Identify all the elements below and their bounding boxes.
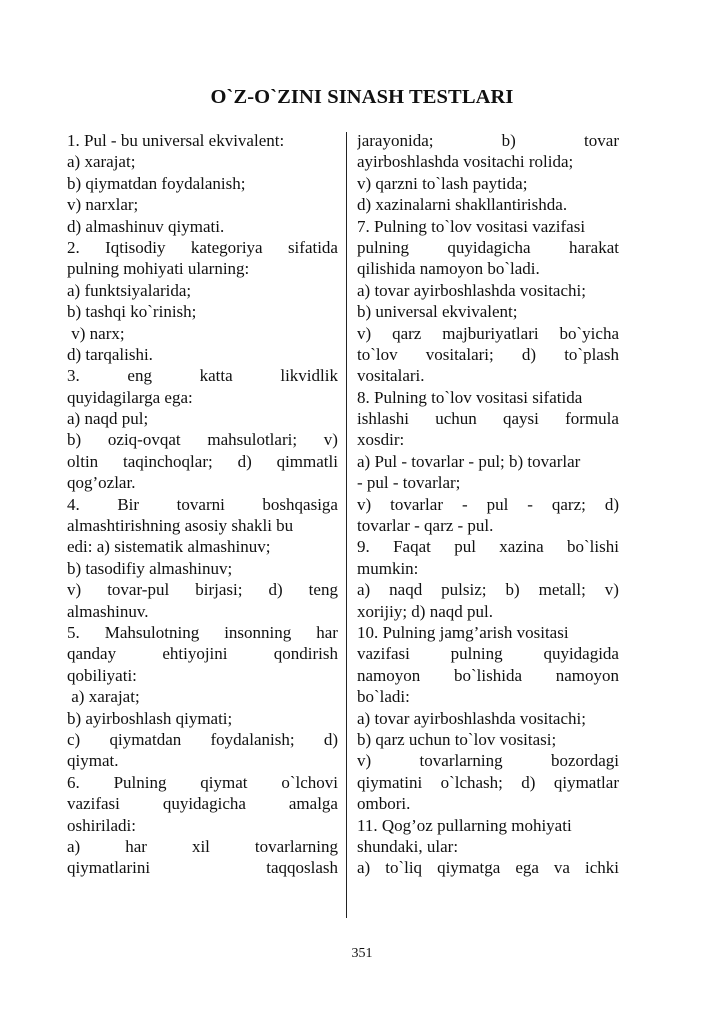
text-line: v) narxlar;	[67, 195, 139, 215]
text-line: c) qiymatdan foydalanish; d)	[67, 729, 338, 749]
text-line: a) tovar ayirboshlashda vositachi;	[357, 280, 586, 300]
text-line: 6. Pulning qiymat o`lchovi	[67, 772, 338, 792]
text-line: 8. Pulning to`lov vositasi sifatida	[357, 387, 583, 407]
text-line: xorijiy; d) naqd pul.	[357, 601, 493, 621]
text-line: a) to`liq qiymatga ega va ichki	[357, 858, 619, 878]
text-line: b) oziq-ovqat mahsulotlari; v)	[67, 430, 338, 450]
text-line: a) tovar ayirboshlashda vositachi;	[357, 708, 586, 728]
text-line: 2. Iqtisodiy kategoriya sifatida	[67, 237, 338, 257]
text-line: almashinuv.	[67, 601, 149, 621]
text-line: mumkin:	[357, 558, 419, 578]
text-line: a) naqd pul;	[67, 409, 149, 429]
text-line: shundaki, ular:	[357, 836, 459, 856]
page-title: O`Z-O`ZINI SINASH TESTLARI	[210, 86, 514, 108]
text-line: quyidagilarga ega:	[67, 387, 193, 407]
text-line: vazifasi pulning quyidagida	[357, 644, 619, 664]
text-line: 1. Pul - bu universal ekvivalent:	[67, 131, 285, 150]
text-line: qiymatlarini taqqoslash	[67, 858, 338, 878]
text-line: vazifasi quyidagicha amalga	[67, 794, 338, 814]
text-line: qanday ehtiyojini qondirish	[67, 644, 338, 664]
text-line: 10. Pulning jamg’arish vositasi	[357, 622, 569, 642]
text-line: 11. Qog’oz pullarning mohiyati	[357, 815, 572, 835]
text-line: qiymatini o`lchash; d) qiymatlar	[357, 772, 619, 792]
text-line: ishlashi uchun qaysi formula	[357, 409, 619, 429]
text-line: oltin taqinchoqlar; d) qimmatli	[67, 451, 338, 471]
text-line: a) funktsiyalarida;	[67, 280, 192, 300]
text-line: jarayonida; b) tovar	[357, 131, 619, 150]
text-line: d) xazinalarni shakllantirishda.	[357, 195, 568, 215]
text-line: 5. Mahsulotning insonning har	[67, 622, 338, 642]
text-line: 9. Faqat pul xazina bo`lishi	[357, 537, 619, 557]
text-line: pulning mohiyati ularning:	[67, 259, 250, 279]
right-column	[357, 130, 619, 879]
text-line: v) qarzni to`lash paytida;	[357, 173, 528, 193]
page-number: 351	[351, 946, 373, 961]
text-line: d) almashinuv qiymati.	[67, 216, 225, 236]
text-line: bo`ladi:	[357, 687, 410, 707]
column-divider	[346, 132, 347, 918]
text-line: 7. Pulning to`lov vositasi vazifasi	[357, 216, 586, 236]
text-line: qilishida namoyon bo`ladi.	[357, 259, 540, 279]
text-line: tovarlar - qarz - pul.	[357, 516, 494, 536]
text-line: 3. eng katta likvidlik	[67, 366, 338, 386]
text-line: a) xarajat;	[67, 687, 140, 707]
text-line: namoyon bo`lishida namoyon	[357, 665, 619, 685]
text-line: pulning quyidagicha harakat	[357, 237, 619, 257]
text-line: a) naqd pulsiz; b) metall; v)	[357, 580, 619, 600]
text-line: d) tarqalishi.	[67, 344, 153, 364]
text-line: b) qiymatdan foydalanish;	[67, 173, 246, 193]
text-line: v) tovar-pul birjasi; d) teng	[67, 580, 338, 600]
text-line: b) tashqi ko`rinish;	[67, 302, 197, 322]
text-line: b) universal ekvivalent;	[357, 302, 518, 322]
text-line: xosdir:	[357, 430, 405, 450]
text-line: ayirboshlashda vositachi rolida;	[357, 152, 574, 172]
text-line: to`lov vositalari; d) to`plash	[357, 344, 619, 364]
text-line: oshiriladi:	[67, 815, 136, 835]
text-line: qobiliyati:	[67, 665, 137, 685]
text-line: edi: a) sistematik almashinuv;	[67, 537, 271, 557]
text-line: - pul - tovarlar;	[357, 473, 461, 493]
text-line: v) narx;	[67, 323, 125, 343]
text-line: v) tovarlar - pul - qarz; d)	[357, 494, 619, 514]
text-line: a) Pul - tovarlar - pul; b) tovarlar	[357, 451, 581, 471]
text-line: v) qarz majburiyatlari bo`yicha	[357, 323, 619, 343]
text-line: a) xarajat;	[67, 152, 136, 172]
left-column	[67, 130, 338, 879]
text-line: b) tasodifiy almashinuv;	[67, 558, 233, 578]
text-line: b) qarz uchun to`lov vositasi;	[357, 729, 557, 749]
text-line: 4. Bir tovarni boshqasiga	[67, 494, 338, 514]
text-line: qog’ozlar.	[67, 473, 136, 493]
text-line: a) har xil tovarlarning	[67, 836, 338, 856]
text-line: almashtirishning asosiy shakli bu	[67, 516, 294, 536]
text-line: v) tovarlarning bozordagi	[357, 751, 619, 771]
text-line: b) ayirboshlash qiymati;	[67, 708, 233, 728]
text-line: vositalari.	[357, 366, 425, 386]
text-line: qiymat.	[67, 751, 119, 771]
text-line: ombori.	[357, 794, 411, 814]
